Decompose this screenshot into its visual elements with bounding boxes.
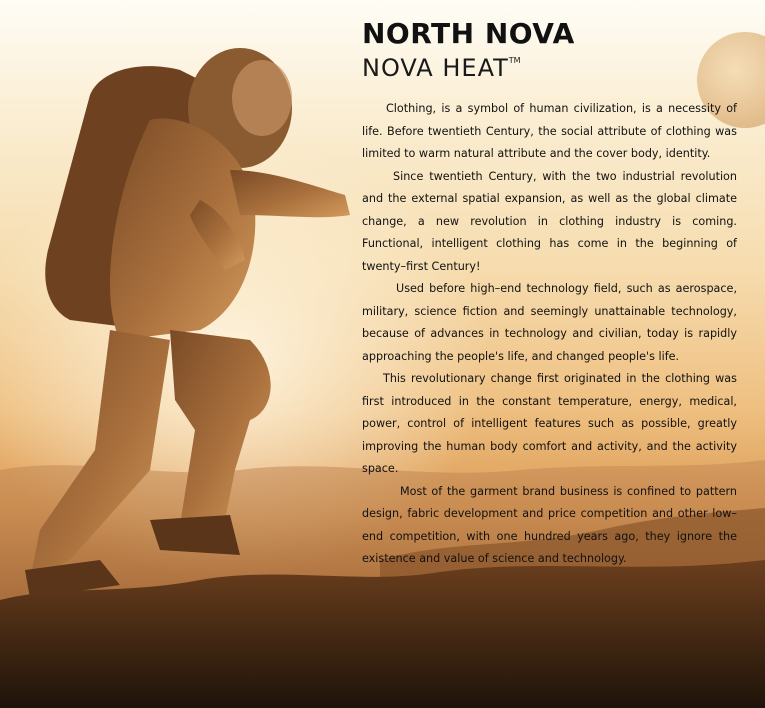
product-title: NOVA HEAT [362, 54, 509, 82]
paragraph: Used before high–end technology field, such as aerospace, military, science fiction and seemingly unattainable technology, because of advances in technology and civilian, today is rapidly approaching the people's life, and changed people's life. [362, 282, 737, 363]
paragraph: Since twentieth Century, with the two industrial revolution and the external spatial expansion, as well as the global climate change, a new revolution in clothing industry is coming. Functional, intelligent clothing has come in the beginning of twenty–first Century! [362, 169, 737, 273]
paragraph: This revolutionary change first originated in the clothing was first introduced in the constant temperature, energy, medical, power, control of intelligent features such as possible, greatly improving the human body comfort and activity, and the activity space. [362, 372, 737, 475]
paragraph: Clothing, is a symbol of human civilization, is a necessity of life. Before twentieth Century, the social attribute of clothing was limited to warm natural attribute and the cover body, identity. [362, 102, 737, 160]
article-body [362, 98, 737, 571]
paragraph: Most of the garment brand business is confined to pattern design, fabric development and price competition and other low–end competition, with one hundred years ago, they ignore the existence and value of science and technology. [362, 484, 737, 565]
product-name [362, 56, 521, 80]
brand-name: NORTH NOVA [362, 17, 575, 50]
trademark-mark: TM [508, 56, 521, 65]
